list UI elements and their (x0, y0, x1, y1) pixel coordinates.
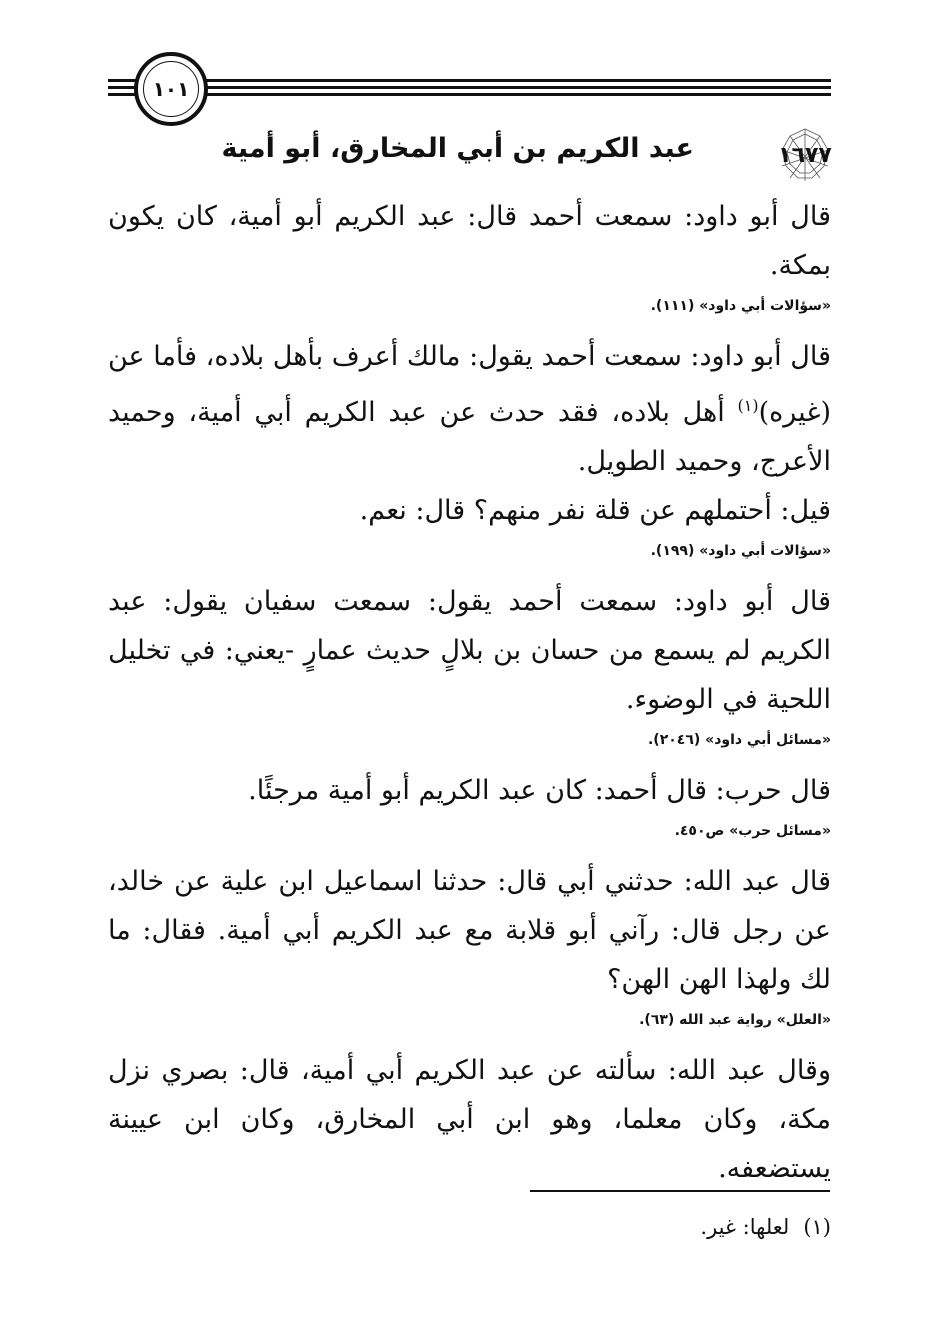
header-rule (108, 79, 831, 82)
body-paragraph: قال عبد الله: حدثني أبي قال: حدثنا اسماعيل ابن علية عن خالد، عن رجل قال: رآني أبو قلابة مع عبد الكريم أبي أمية. فقال: ما لك ولهذا الهن الهن؟ (108, 866, 831, 995)
source-reference: «سؤالات أبي داود» (١١١). (650, 298, 831, 314)
source-reference: «سؤالات أبي داود» (١٩٩). (650, 543, 831, 559)
page-number: ١٠١ (152, 77, 190, 101)
body-paragraph: قيل: أحتملهم عن قلة نفر منهم؟ قال: نعم. (359, 495, 831, 526)
body-paragraph (108, 332, 831, 486)
body-paragraph: وقال عبد الله: سألته عن عبد الكريم أبي أمية، قال: بصري نزل مكة، وكان معلما، وهو ابن أبي المخارق، وكان ابن عيينة يستضعفه. (108, 1055, 831, 1184)
header-rule (108, 93, 831, 96)
footnote-text: لعلها: غير. (700, 1215, 790, 1239)
body-paragraph: قال حرب: قال أحمد: كان عبد الكريم أبو أمية مرجئًا. (248, 775, 831, 806)
entry-number-badge (768, 126, 842, 184)
body-paragraph: قال أبو داود: سمعت أحمد يقول: سمعت سفيان يقول: عبد الكريم لم يسمع من حسان بن بلالٍ حديث عمارٍ -يعني: في تخليل اللحية في الوضوء. (108, 586, 831, 715)
page-body (108, 192, 831, 1193)
footnote-rule (530, 1190, 830, 1192)
paragraph-text: أهل بلاده، فقد حدث عن عبد الكريم أبي أمية، وحميد الأعرج، وحميد الطويل. (108, 397, 831, 477)
entry-title: عبد الكريم بن أبي المخارق، أبو أمية (221, 133, 694, 164)
footnote-marker: (١) (737, 396, 759, 415)
footnote-number: (١) (803, 1215, 831, 1239)
entry-number: ١٦٧٧ (778, 142, 832, 168)
paragraph-text: قال أبو داود: سمعت أحمد يقول: مالك أعرف بأهل بلاده، فأما عن (غيره) (108, 341, 831, 428)
source-reference: «مسائل حرب» ص٤٥٠. (674, 823, 831, 839)
source-reference: «مسائل أبي داود» (٢٠٤٦). (647, 732, 831, 748)
header-rule (108, 86, 831, 89)
body-paragraph: قال أبو داود: سمعت أحمد قال: عبد الكريم أبو أمية، كان يكون بمكة. (108, 201, 831, 281)
footnote (108, 1215, 831, 1239)
source-reference: «العلل» رواية عبد الله (٦٣). (639, 1012, 831, 1028)
page-number-badge (134, 52, 208, 126)
